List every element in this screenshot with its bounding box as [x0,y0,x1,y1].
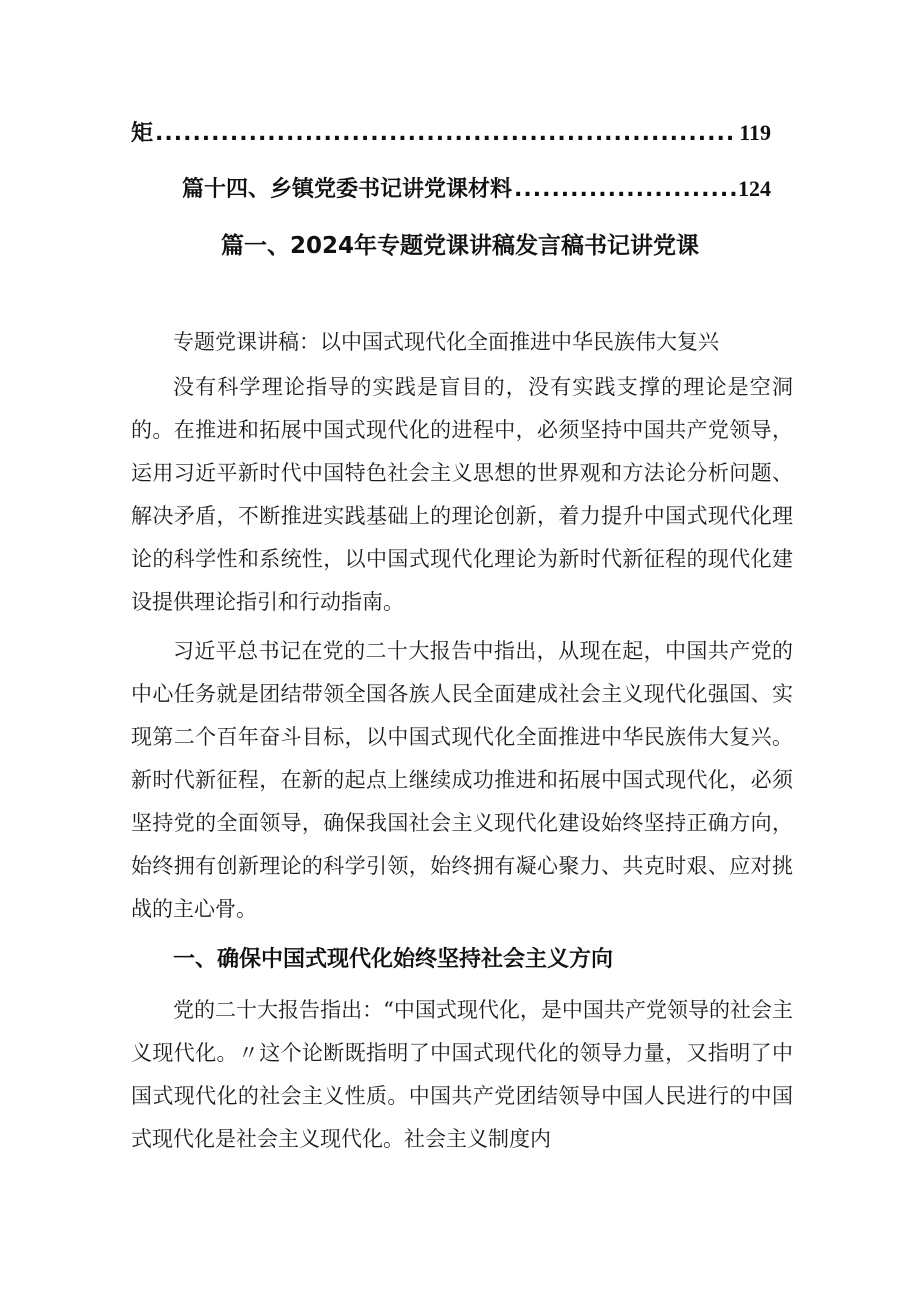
toc-leader-dots [155,121,737,146]
toc-entry-page: 124 [738,176,771,201]
body-paragraph: 习近平总书记在党的二十大报告中指出，从现在起，中国共产党的中心任务就是团结带领全国各族人民全面建成社会主义现代化强国、实现第二个百年奋斗目标，以中国式现代化全面推进中华民族伟大复兴。新时代新征程，在新的起点上继续成功推进和拓展中国式现代化，必须坚持党的全面领导，确保我国社会主义现代化建设始终坚持正确方向，始终拥有创新理论的科学引领，始终拥有凝心聚力、共克时艰、应对挑战的主心骨。 [131,639,793,921]
toc-entry[interactable] [131,116,771,147]
toc-leader-dots [514,177,736,202]
section-heading: 一、确保中国式现代化始终坚持社会主义方向 [173,947,614,972]
toc-entry-label: 矩 [131,121,154,146]
document-subtitle: 专题党课讲稿：以中国式现代化全面推进中华民族伟大复兴 [173,330,719,354]
toc-entry[interactable] [182,172,771,203]
toc-entry-label: 篇十四、乡镇党委书记讲党课材料 [182,177,513,202]
document-title: 篇一、2024年专题党课讲稿发言稿书记讲党课 [220,233,699,259]
body-paragraph: 没有科学理论指导的实践是盲目的，没有实践支撑的理论是空洞的。在推进和拓展中国式现代化的进程中，必须坚持中国共产党领导，运用习近平新时代中国特色社会主义思想的世界观和方法论分析问题、解决矛盾，不断推进实践基础上的理论创新，着力提升中国式现代化理论的科学性和系统性，以中国式现代化理论为新时代新征程的现代化建设提供理论指引和行动指南。 [131,375,793,614]
toc-entry-page: 119 [739,120,771,145]
body-paragraph: 党的二十大报告指出：“中国式现代化，是中国共产党领导的社会主义现代化。〃这个论断既指明了中国式现代化的领导力量，又指明了中国式现代化的社会主义性质。中国共产党团结领导中国人民进行的中国式现代化是社会主义现代化。社会主义制度内 [131,998,793,1151]
